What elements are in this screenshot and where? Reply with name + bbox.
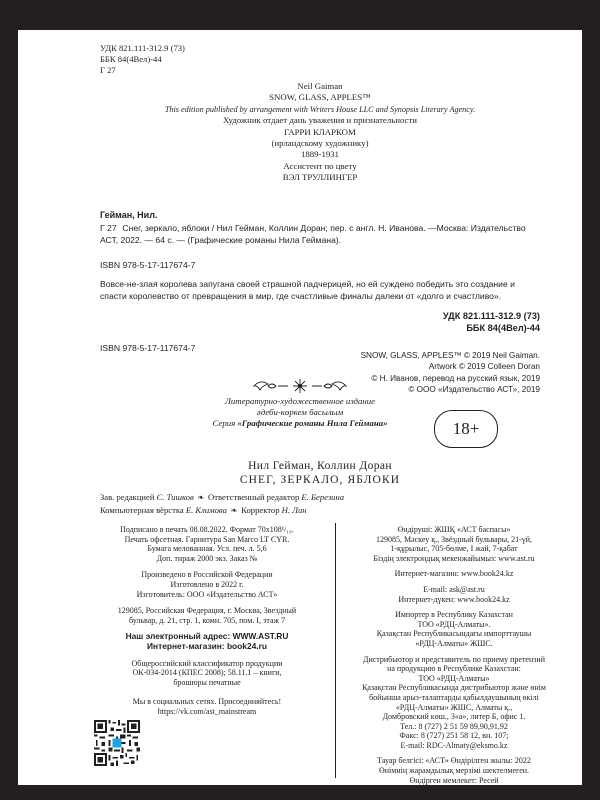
staff-block (100, 491, 540, 517)
udk-right-line: УДК 821.111-312.9 (73) (442, 311, 540, 321)
social-info (88, 697, 326, 716)
dedication-line: Художник отдает дань уважения и признательности (222, 115, 418, 126)
series-line (168, 418, 432, 429)
distributor-line: на продукцию в Республике Казахстан: (387, 664, 521, 674)
print-line: Бумага мелованная. Усл. печ. л. 5,6 (147, 544, 267, 554)
address-line: 129085, Российская Федерация, г. Москва, Звездный (117, 606, 297, 616)
distributor-line: Қазақстан Республикасында дистрибьютор және өнім (362, 683, 546, 693)
classifier-line: ОК-034-2014 (КПЕС 2008); 58.11.1 – книги, (132, 668, 282, 678)
staff-line-1 (100, 491, 540, 504)
producer-line: 129085, Мәскеу қ., Звёздный бульвары, 21-үй, (375, 534, 533, 544)
staff-name: С. Тишков (156, 492, 194, 502)
dedicatee: ГАРРИ КЛАРКОМ (284, 126, 356, 137)
series-name: «Графические романы Нила Геймана» (237, 418, 388, 429)
book-title: СНЕГ, ЗЕРКАЛО, ЯБЛОКИ (239, 474, 401, 486)
importer-line: Импортер в Республику Казахстан (395, 610, 513, 620)
classifier-line: Общероссийский классификатор продукции (131, 658, 283, 668)
made-in-line: Изготовитель: ООО «Издательство АСТ» (136, 589, 278, 599)
distributor-line: «РДЦ-Алматы» ЖШС, Алматы қ., (395, 702, 513, 712)
staff-name: Е. Березина (301, 492, 345, 502)
distributor-line: Тел.: 8 (727) 2 51 59 89,90,91,92 (400, 721, 508, 731)
udk-right-block (340, 310, 540, 334)
email-line: E-mail: ask@ast.ru (423, 584, 485, 594)
distributor-line: бойынша арыз-талаптарды қабылдаушының өкілі (369, 692, 539, 702)
udk-block (100, 43, 300, 76)
print-line: Печать офсетная. Гарнитура San Marco LT CYR. (124, 534, 290, 544)
made-in-line: Изготовлено в 2022 г. (170, 579, 244, 589)
edition-type: Литературно-художественное издание (224, 396, 376, 406)
social-line: Мы в социальных сетях. Присоединяйтесь! (132, 697, 282, 707)
web-line: Интернет-магазин: book24.ru (147, 640, 267, 651)
imprint-page (18, 30, 582, 785)
leaf-icon: ❧ (230, 506, 238, 516)
colorist-label: Ассистент по цвету (283, 160, 357, 171)
importer-info (343, 610, 565, 648)
author-mark: Г 27 (100, 65, 116, 75)
producer-line: 1-құрылыс, 705-бөлме, I жай, 7-қабат (390, 544, 518, 554)
distributor-line: Факс: 8 (727) 251 58 12, вн. 107; (399, 731, 509, 741)
web-info (88, 632, 326, 651)
author-en: Neil Gaiman (297, 81, 343, 91)
staff-line-2 (100, 504, 540, 517)
web-line: Наш электронный адрес: WWW.AST.RU (125, 631, 289, 642)
dedicatee-years: 1889-1931 (300, 149, 340, 160)
trademark-line: Өнімнің жарамдылық мерзімі шектелмеген. (378, 766, 530, 776)
colorist-name: ВЭЛ ТРУЛЛИНГЕР (282, 172, 358, 183)
producer-line: Біздің электрондық мекенжайымыз: www.ast.ru (373, 553, 535, 563)
address-line: бульвар, д. 21, стр. 1, комн. 705, пом. I, этаж 7 (128, 615, 286, 625)
distributor-line: Домбровский көш., 3«а», литер Б, офис 1. (382, 712, 526, 722)
staff-name: Е. Климова (185, 505, 227, 516)
staff-name: Н. Лин (281, 505, 307, 516)
address-info (88, 606, 326, 625)
social-link[interactable]: https://vk.com/ast_mainstream (157, 706, 257, 716)
series-prefix: Серия (212, 418, 238, 429)
email-info (343, 585, 565, 604)
annotation: Вовсе-не-злая королева запугана своей страшной падчерицей, но ей суждено победить это создание и спасти королевство от превращения в мир, где счастливые финалы далеки от «долго и счастливо». (100, 279, 515, 301)
producer-info (343, 525, 565, 563)
distributor-line: Дистрибьютор и представитель по приему претензий (362, 654, 545, 664)
made-in-info (88, 570, 326, 599)
copyright-line: SNOW, GLASS, APPLES™ © 2019 Neil Gaiman. (360, 351, 540, 360)
distributor-line: ТОО «РДЦ-Алматы» (418, 673, 490, 683)
trademark-info (343, 756, 565, 785)
dedicatee-note: (ирландскому художнику) (271, 138, 369, 149)
qr-code-icon[interactable] (94, 720, 140, 766)
edition-note: This edition published by arrangement with Writers House LLC and Synopsis Literary Agency. (164, 104, 476, 114)
distributor-info (343, 655, 565, 751)
distributor-line: E-mail: RDC-Almaty@eksmo.kz (400, 740, 508, 750)
classifier-info (88, 659, 326, 688)
isbn-bottom: ISBN 978-5-17-117674-7 (100, 343, 196, 353)
biblio-record (100, 222, 540, 246)
classifier-line: брошюры печатные (173, 677, 241, 687)
shop-line: Интернет-магазин: www.book24.kz (394, 569, 514, 579)
edition-type-kz: әдеби-көркем басылым (256, 407, 344, 418)
flourish-ornament-icon (18, 377, 582, 395)
leaf-icon: ❧ (197, 493, 205, 502)
left-column (88, 525, 326, 724)
shop-info (343, 569, 565, 579)
biblio-isbn: ISBN 978-5-17-117674-7 (100, 260, 196, 270)
staff-role: Компьютерная вёрстка (100, 505, 186, 516)
print-info (88, 525, 326, 563)
bbk-right-line: ББК 84(4Вел)-44 (466, 323, 540, 333)
importer-line: Қазақстан Республикасындағы импорттаушы (376, 629, 532, 639)
age-rating-badge: 18+ (434, 410, 498, 448)
column-divider (335, 523, 336, 778)
title-en: SNOW, GLASS, APPLES™ (269, 92, 371, 103)
copyright-line: © ООО «Издательство АСТ», 2019 (408, 385, 540, 395)
producer-line: Өндіруші: ЖШҚ «АСТ баспасы» (397, 525, 511, 534)
print-line: Подписано в печать 08.08.2022. Формат 70х108¹/₁₆. (120, 525, 294, 534)
copyright-line: © Н. Иванов, перевод на русский язык, 2019 (371, 373, 540, 383)
importer-line: ТОО «РДЦ-Алматы». (417, 619, 491, 629)
importer-line: «РДЦ-Алматы» ЖШС. (415, 638, 493, 648)
made-in-line: Произведено в Российской Федерации (141, 570, 273, 580)
staff-role: Корректор (241, 505, 282, 516)
trademark-line: Тауар белгісі: «АСТ» Өндірілген жылы: 2022 (377, 756, 531, 766)
email-line: Интернет-дүкен: www.book24.kz (398, 594, 510, 604)
staff-role: Зав. редакцией (100, 492, 157, 502)
series-block (168, 396, 432, 430)
staff-role: Ответственный редактор (208, 492, 302, 502)
biblio-author-heading: Гейман, Нил. (100, 210, 158, 220)
udk-line: УДК 821.111-312.9 (73) (100, 43, 185, 53)
right-column (343, 525, 565, 785)
biblio-code: Г 27 (100, 223, 117, 233)
book-authors: Нил Гейман, Коллин Доран (248, 460, 392, 472)
credits-block (100, 81, 540, 184)
print-line: Доп. тираж 2000 экз. Заказ № (156, 553, 258, 563)
bbk-line: ББК 84(4Вел)-44 (100, 54, 162, 64)
trademark-line: Өндірген мемлекет: Ресей (409, 775, 499, 785)
copyright-line: Artwork © 2019 Colleen Doran (428, 362, 540, 372)
biblio-description: Снег, зеркало, яблоки / Нил Гейман, Коллин Доран; пер. с англ. Н. Иванова. —Москва: Издательство АСТ, 2022. — 64 с. — (Графические романы Нила Геймана). (100, 223, 526, 245)
